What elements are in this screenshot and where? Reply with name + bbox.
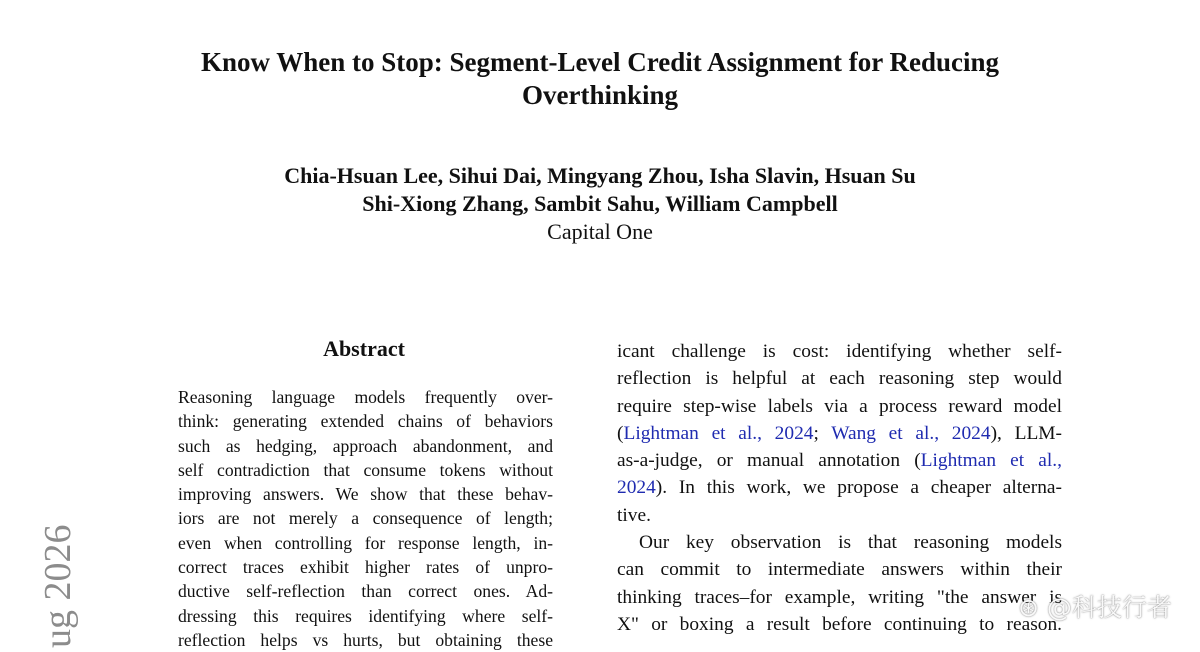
abstract-body — [178, 385, 553, 652]
body-line-with-citations: (Lightman et al., 2024; Wang et al., 2024), LLM- — [617, 422, 1062, 444]
body-line-with-citations — [617, 474, 1062, 501]
source-watermark: ⊛ @科技行者 — [1018, 593, 1172, 622]
abstract-line: self contradiction that consume tokens without — [178, 459, 553, 480]
author-affiliation: Capital One — [547, 219, 653, 244]
body-text: ). In this work, we propose a cheaper alterna- — [655, 477, 1062, 499]
intro-column — [617, 338, 1062, 638]
body-line-with-citations — [617, 447, 1062, 474]
abstract-line: think: generating extended chains of behaviors — [178, 411, 553, 432]
citation-link[interactable]: Lightman et al., — [920, 450, 1062, 472]
author-line-2: Shi-Xiong Zhang, Sambit Sahu, William Campbell — [362, 191, 838, 216]
body-line: require step-wise labels via a process reward model — [617, 395, 1062, 417]
author-line-1: Chia-Hsuan Lee, Sihui Dai, Mingyang Zhou, Isha Slavin, Hsuan Su — [284, 163, 916, 188]
abstract-heading: Abstract — [323, 336, 405, 361]
abstract-line: correct traces exhibit higher rates of unpro- — [178, 557, 553, 578]
body-line: can commit to intermediate answers within their — [617, 559, 1062, 581]
arxiv-sidebar-stamp: ug 2026 — [37, 524, 79, 648]
body-text: ), LLM- — [990, 422, 1062, 444]
body-line: icant challenge is cost: identifying whether self- — [617, 341, 1062, 362]
paper-title — [100, 46, 1100, 112]
citation-link[interactable]: Wang et al., 2024 — [831, 422, 991, 444]
body-line: X" or boxing a result before continuing to reason. — [617, 613, 1062, 635]
abstract-line: such as hedging, approach abandonment, and — [178, 435, 553, 456]
abstract-line: improving answers. We show that these behav- — [178, 484, 553, 505]
body-line: tive. — [617, 504, 651, 526]
body-line: thinking traces–for example, writing "the answer is — [617, 586, 1062, 608]
abstract-line: even when controlling for response length, in- — [178, 532, 553, 553]
abstract-line: Reasoning language models frequently over- — [178, 387, 553, 407]
author-block — [100, 162, 1100, 246]
abstract-line: reflection helps vs hurts, but obtaining these — [178, 629, 553, 650]
body-line: reflection is helpful at each reasoning step would — [617, 368, 1062, 390]
abstract-line: ductive self-reflection than correct ones. Ad- — [178, 581, 553, 602]
abstract-line: dressing this requires identifying where self- — [178, 605, 553, 626]
citation-link[interactable]: Lightman et al., 2024 — [623, 422, 814, 444]
paper-title-line-2: Overthinking — [521, 80, 679, 110]
paper-title-line-1: Know When to Stop: Segment-Level Credit Assignment for Reducing — [200, 47, 1000, 77]
abstract-line: iors are not merely a consequence of length; — [178, 508, 553, 529]
citation-separator: ; — [813, 422, 832, 444]
citation-link[interactable]: 2024 — [617, 477, 656, 499]
body-text: as-a-judge, or manual annotation ( — [617, 450, 921, 472]
body-line: Our key observation is that reasoning models — [639, 532, 1062, 554]
